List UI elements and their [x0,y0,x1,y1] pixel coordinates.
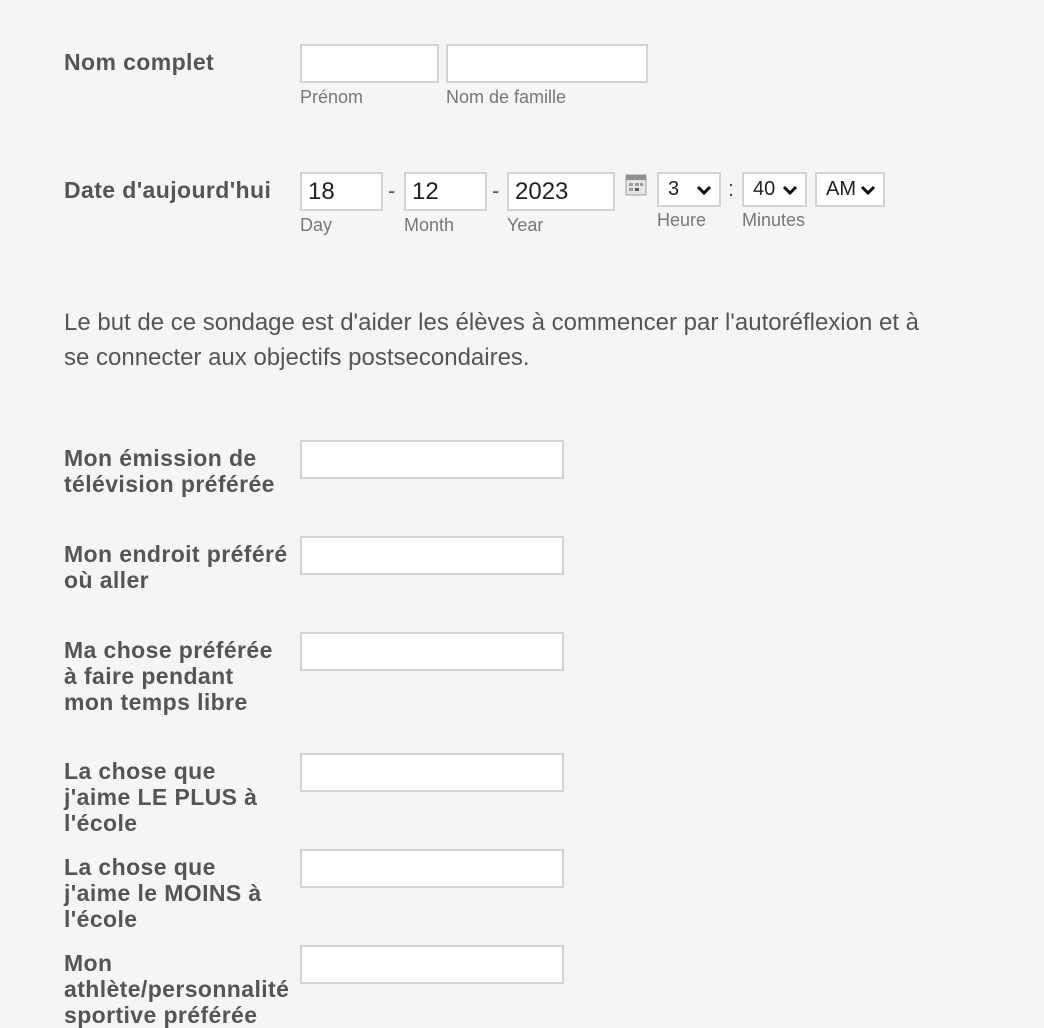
question-input[interactable] [300,632,564,671]
question-input[interactable] [300,945,564,984]
year-input[interactable]: 2023 [507,172,615,211]
calendar-icon[interactable] [625,174,647,196]
question-label: Mon endroit préféré où aller [64,541,288,593]
question-label: Ma chose préférée à faire pendant mon temps libre [64,637,273,715]
question-input[interactable] [300,536,564,575]
day-input[interactable]: 18 [300,172,383,211]
first-name-input[interactable] [300,44,439,83]
chevron-down-icon [695,176,713,204]
first-name-sublabel: Prénom [300,87,364,107]
month-sublabel: Month [404,215,455,235]
last-name-sublabel: Nom de famille [446,87,567,107]
month-input[interactable]: 12 [404,172,487,211]
full-name-label: Nom complet [64,49,215,75]
ampm-select[interactable] [815,172,885,207]
date-separator: - [492,178,500,203]
date-separator: - [388,178,396,203]
hour-select[interactable] [657,172,721,207]
date-label: Date d'aujourd'hui [64,177,272,203]
hour-value: 3 [668,178,680,200]
minutes-value: 40 [753,178,776,200]
ampm-value: AM [826,178,856,200]
minutes-select[interactable] [742,172,807,207]
question-label: Mon athlète/personnalité sportive préférée [64,950,290,1028]
question-label: La chose que j'aime le MOINS à l'école [64,854,262,932]
year-sublabel: Year [507,215,544,235]
hour-sublabel: Heure [657,210,707,230]
question-label: Mon émission de télévision préférée [64,445,275,497]
chevron-down-icon [781,176,799,204]
chevron-down-icon [859,176,877,204]
day-sublabel: Day [300,215,333,235]
question-input[interactable] [300,753,564,792]
minutes-sublabel: Minutes [742,210,806,230]
question-input[interactable] [300,440,564,479]
question-label: La chose que j'aime LE PLUS à l'école [64,758,258,836]
intro-text: Le but de ce sondage est d'aider les élèves à commencer par l'autoréflexion et à se connecter aux objectifs postsecondaires. [64,309,920,371]
time-separator: : [728,176,735,201]
question-input[interactable] [300,849,564,888]
last-name-input[interactable] [446,44,648,83]
